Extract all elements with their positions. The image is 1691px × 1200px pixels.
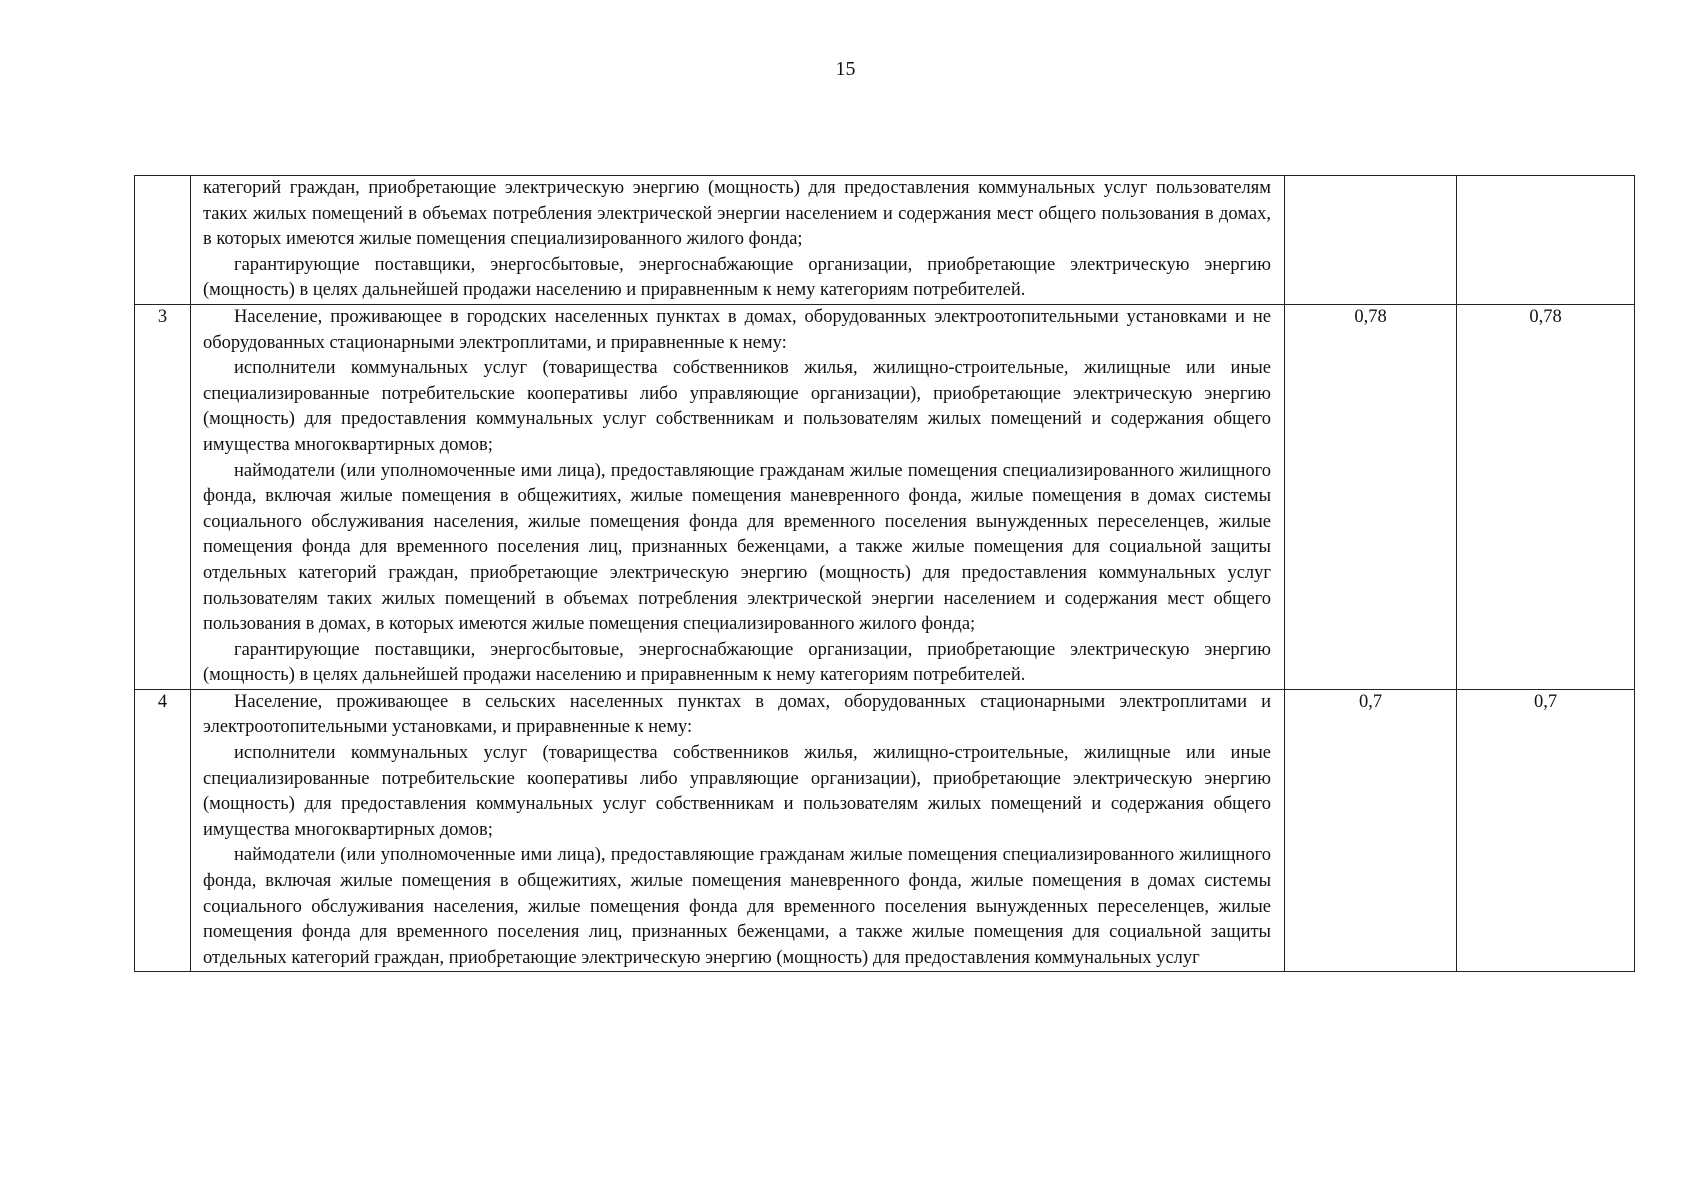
description-paragraph: гарантирующие поставщики, энергосбытовые, энергоснабжающие организации, приобретающие электрическую энергию (мощность) в целях дальнейшей продажи населению и приравненным к нему категориям потребителей. [203, 639, 1271, 686]
tariff-value-2-cell: 0,7 [1457, 689, 1635, 972]
row-number-cell: 3 [135, 304, 191, 689]
description-cell [191, 689, 1285, 972]
table-row [135, 304, 1635, 689]
description-paragraph: гарантирующие поставщики, энергосбытовые, энергоснабжающие организации, приобретающие электрическую энергию (мощность) в целях дальнейшей продажи населению и приравненным к нему категориям потребителей. [203, 254, 1271, 301]
row-number-cell [135, 176, 191, 305]
description-paragraph: наймодатели (или уполномоченные ими лица), предоставляющие гражданам жилые помещения специализированного жилищного фонда, включая жилые помещения в общежитиях, жилые помещения маневренного фонда, жилые помещения в домах системы социального обслуживания населения, жилые помещения фонда для временного поселения вынужденных переселенцев, жилые помещения фонда для временного поселения лиц, признанных беженцами, а также жилые помещения для социальной защиты отдельных категорий граждан, приобретающие электрическую энергию (мощность) для предоставления коммунальных услуг пользователям таких жилых помещений в объемах потребления электрической энергии населением и содержания мест общего пользования в домах, в которых имеются жилые помещения специализированного жилого фонда; [203, 460, 1271, 635]
tariff-table [134, 175, 1635, 972]
description-paragraph: наймодатели (или уполномоченные ими лица), предоставляющие гражданам жилые помещения специализированного жилищного фонда, включая жилые помещения в общежитиях, жилые помещения маневренного фонда, жилые помещения в домах системы социального обслуживания населения, жилые помещения фонда для временного поселения вынужденных переселенцев, жилые помещения фонда для временного поселения лиц, признанных беженцами, а также жилые помещения для социальной защиты отдельных категорий граждан, приобретающие электрическую энергию (мощность) для предоставления коммунальных услуг [203, 845, 1271, 968]
description-paragraph: исполнители коммунальных услуг (товарищества собственников жилья, жилищно-строительные, жилищные или иные специализированные потребительские кооперативы либо управляющие организации), приобретающие электрическую энергию (мощность) для предоставления коммунальных услуг собственникам и пользователям жилых помещений и содержания общего имущества многоквартирных домов; [203, 358, 1271, 455]
table-row [135, 689, 1635, 972]
description-paragraph: исполнители коммунальных услуг (товарищества собственников жилья, жилищно-строительные, жилищные или иные специализированные потребительские кооперативы либо управляющие организации), приобретающие электрическую энергию (мощность) для предоставления коммунальных услуг собственникам и пользователям жилых помещений и содержания общего имущества многоквартирных домов; [203, 743, 1271, 840]
description-cell [191, 176, 1285, 305]
page-number: 15 [835, 58, 856, 80]
tariff-value-2-cell [1457, 176, 1635, 305]
tariff-value-1-cell [1285, 176, 1457, 305]
table-row [135, 176, 1635, 305]
description-cell [191, 304, 1285, 689]
tariff-value-2-cell: 0,78 [1457, 304, 1635, 689]
description-paragraph: Население, проживающее в сельских населенных пунктах в домах, оборудованных стационарными электроплитами и электроотопительными установками, и приравненные к нему: [203, 691, 1271, 738]
description-paragraph: Население, проживающее в городских населенных пунктах в домах, оборудованных электроотопительными установками и не оборудованных стационарными электроплитами, и приравненные к нему: [203, 306, 1271, 353]
row-number-cell: 4 [135, 689, 191, 972]
description-paragraph: категорий граждан, приобретающие электрическую энергию (мощность) для предоставления коммунальных услуг пользователям таких жилых помещений в объемах потребления электрической энергии населением и содержания мест общего пользования в домах, в которых имеются жилые помещения специализированного жилого фонда; [203, 178, 1271, 250]
tariff-value-1-cell: 0,7 [1285, 689, 1457, 972]
tariff-value-1-cell: 0,78 [1285, 304, 1457, 689]
